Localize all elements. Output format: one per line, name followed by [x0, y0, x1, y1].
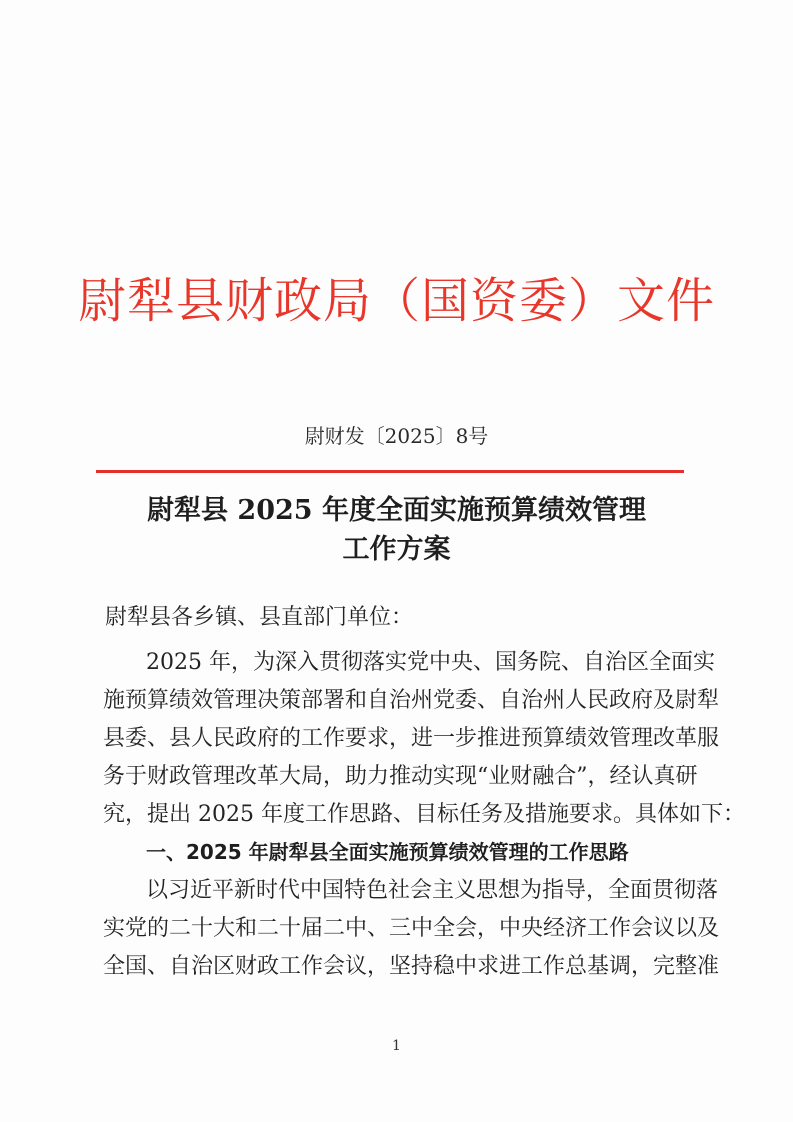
paragraph-1-line: 究，提出 2025 年度工作思路、目标任务及措施要求。具体如下：	[103, 802, 745, 827]
document-title-line-1: 尉犁县 2025 年度全面实施预算绩效管理	[147, 495, 646, 526]
paragraph-2-line: 全国、自治区财政工作会议，坚持稳中求进工作总基调，完整准	[103, 954, 720, 979]
paragraph-1-line: 务于财政管理改革大局，助力推动实现“业财融合”，经认真研	[103, 764, 698, 789]
paragraph-1-line: 县委、县人民政府的工作要求，进一步推进预算绩效管理改革服	[103, 726, 720, 751]
document-number: 尉财发〔2025〕8号	[304, 424, 489, 448]
paragraph-2-line: 实党的二十大和二十届二中、三中全会，中央经济工作会议以及	[103, 916, 720, 941]
red-separator-line	[96, 470, 684, 473]
paragraph-2-line: 以习近平新时代中国特色社会主义思想为指导，全面贯彻落	[146, 878, 719, 903]
issuer-header-title: 尉犁县财政局（国资委）文件	[77, 273, 715, 329]
section-1-heading: 一、2025 年尉犁县全面实施预算绩效管理的工作思路	[146, 840, 629, 864]
salutation: 尉犁县各乡镇、县直部门单位：	[105, 605, 414, 630]
document-title-line-2: 工作方案	[342, 534, 451, 565]
paragraph-1-line: 施预算绩效管理决策部署和自治州党委、自治州人民政府及尉犁	[103, 688, 720, 713]
paragraph-1-line: 2025 年，为深入贯彻落实党中央、国务院、自治区全面实	[146, 650, 715, 675]
page-number: 1	[392, 1038, 401, 1054]
